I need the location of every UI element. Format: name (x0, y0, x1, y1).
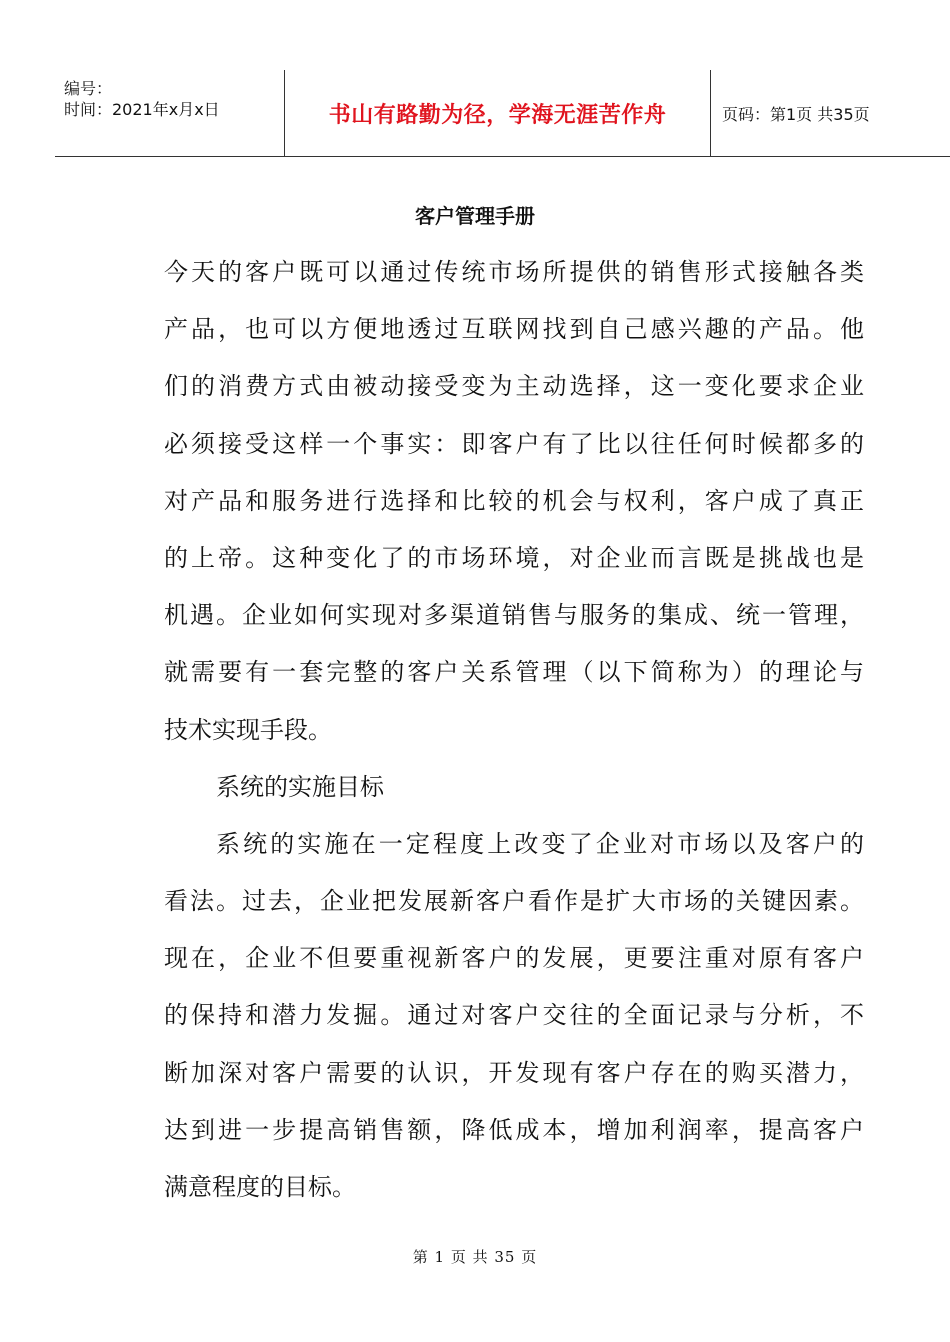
paragraph-line: 断加深对客户需要的认识，开发现有客户存在的购买潜力， (164, 1058, 864, 1087)
paragraph-line: 系统的实施在一定程度上改变了企业对市场以及客户的 (216, 829, 864, 858)
paragraph-line: 技术实现手段。 (164, 715, 332, 744)
paragraph-line: 的保持和潜力发掘。通过对客户交往的全面记录与分析，不 (164, 1001, 864, 1030)
paragraph-line: 今天的客户既可以通过传统市场所提供的销售形式接触各类 (164, 258, 864, 286)
page-footer: 第 1 页 共 35 页 (412, 1248, 538, 1266)
paragraph-line: 对产品和服务进行选择和比较的机会与权利，客户成了真正 (164, 486, 864, 515)
section-heading: 系统的实施目标 (216, 772, 384, 801)
paragraph-2 (164, 816, 864, 1216)
paragraph-line: 的上帝。这种变化了的市场环境，对企业而言既是挑战也是 (164, 543, 864, 572)
paragraph-line: 机遇。企业如何实现对多渠道销售与服务的集成、统一管理， (164, 601, 864, 630)
paragraph-line: 们的消费方式由被动接受变为主动选择，这一变化要求企业 (164, 372, 864, 401)
paragraph-line: 必须接受这样一个事实：即客户有了比以往任何时候都多的 (164, 429, 864, 458)
document-number-label: 编号： (64, 79, 113, 98)
paragraph-line: 产品，也可以方便地透过互联网找到自己感兴趣的产品。他 (164, 315, 864, 344)
page-header (55, 70, 950, 157)
document-body (164, 244, 864, 1216)
header-page-info: 页码：第1页 共35页 (722, 104, 870, 124)
paragraph-line: 现在，企业不但要重视新客户的发展，更要注重对原有客户 (164, 944, 864, 973)
paragraph-line: 就需要有一套完整的客户关系管理（以下简称为）的理论与 (164, 658, 864, 687)
paragraph-1 (164, 244, 864, 759)
header-motto: 书山有路勤为径，学海无涯苦作舟 (285, 70, 711, 156)
header-meta (55, 70, 285, 156)
document-time-label: 时间：2021年x月x日 (64, 100, 220, 119)
paragraph-line: 看法。过去，企业把发展新客户看作是扩大市场的关键因素。 (164, 887, 864, 916)
paragraph-line: 满意程度的目标。 (164, 1173, 356, 1201)
paragraph-line: 达到进一步提高销售额，降低成本，增加利润率，提高客户 (164, 1115, 864, 1144)
document-title: 客户管理手册 (415, 204, 535, 228)
